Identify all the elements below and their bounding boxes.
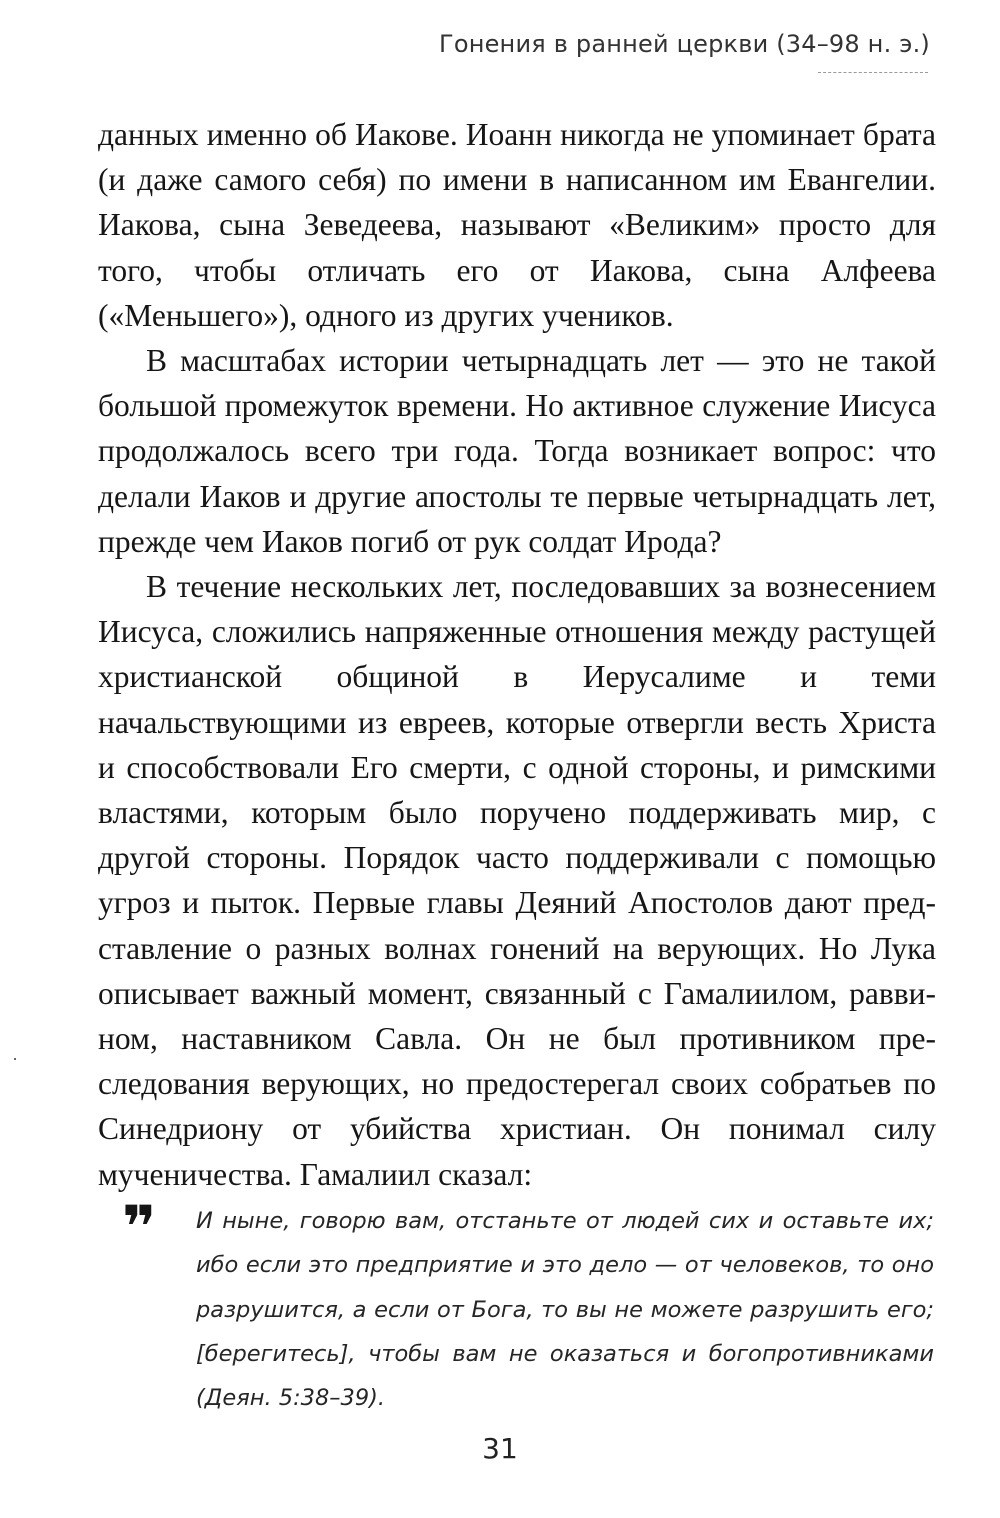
running-header-title: Гонения в ранней церкви (34–98 н. э.)	[438, 30, 930, 58]
page-number: 31	[482, 1432, 518, 1465]
paragraph-1: данных именно об Иакове. Иоанн никогда не упоминает брата (и даже самого себя) по имени в написанном им Евангелии. Иакова, сына Зеведеева, называют «Великим» просто для того, чтобы отличать его от Иакова, сына Алфеева («Меньшего»), одного из других учеников.	[98, 117, 936, 333]
quote-mark-icon: ❞	[122, 1193, 157, 1261]
paragraph-3: В течение нескольких лет, последовавших за вознесением Иисуса, сложились напряженные отношения между растущей христианской общиной в Иерусалиме и теми начальствующими из евреев, которые отвергли весть Христа и способствовали Его смерти, с одной стороны, и римскими властями, которым было поручено поддерживать мир, с другой стороны. Порядок часто поддерживали с помощью угроз и пыток. Первые главы Деяний Апостолов дают представление о разных волнах гонений на верующих. Но Лука описывает важный момент, связанный с Гамалиилом, раввином, наставником Савла. Он не был противником преследования верующих, но предостерегал своих собратьев по Синедриону от убийства христиан. Он понимал силу мученичества. Гамалиил сказал:	[98, 569, 936, 1192]
quote-text: И ныне, говорю вам, отстаньте от людей сих и оставьте их; ибо если это предприятие и это дело — от человеков, то оно разрушится, а если от Бога, то вы не можете разрушить его; [берегитесь], чтобы вам не оказаться и богопротивниками (Деян. 5:38–39).	[196, 1208, 934, 1412]
margin-speck	[14, 1058, 16, 1060]
main-text	[98, 112, 936, 1197]
block-quote	[196, 1199, 934, 1420]
header-rule	[818, 72, 928, 73]
paragraph-2: В масштабах истории четырнадцать лет — это не такой большой промежуток времени. Но активное служение Иисуса продолжалось всего три года. Тогда возникает вопрос: что делали Иаков и другие апостолы те первые четырнадцать лет, прежде чем Иаков погиб от рук солдат Ирода?	[98, 343, 936, 559]
